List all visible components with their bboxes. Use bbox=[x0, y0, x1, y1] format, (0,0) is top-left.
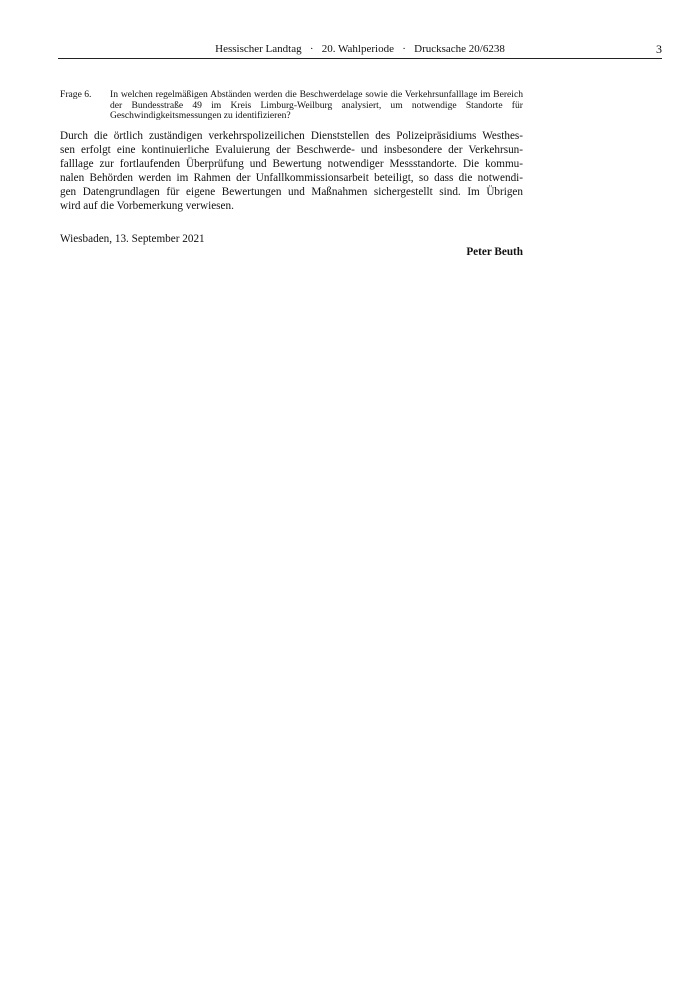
answer-line: wird auf die Vorbemerkung verwiesen. bbox=[60, 199, 234, 212]
answer-line: gen Datengrundlagen für eigene Bewertungen und Maßnahmen sichergestellt sind. Im Übrigen bbox=[60, 185, 523, 198]
answer-line: sen erfolgt eine kontinuierliche Evaluierung der Beschwerde- und insbesondere der Verkehrsun- bbox=[60, 143, 523, 156]
place-date: Wiesbaden, 13. September 2021 bbox=[60, 233, 205, 245]
answer-line: Durch die örtlich zuständigen verkehrspolizeilichen Dienststellen des Polizeipräsidiums Westhes- bbox=[60, 130, 523, 142]
answer-paragraph bbox=[60, 130, 523, 213]
page-number: 3 bbox=[656, 42, 662, 56]
answer-line: nalen Behörden werden im Rahmen der Unfallkommissionsarbeit beteiligt, so dass die notwendi- bbox=[60, 171, 523, 184]
question-label: Frage 6. bbox=[60, 89, 92, 100]
question-text: In welchen regelmäßigen Abständen werden die Beschwerdelage sowie die Verkehrsunfalllage im Bereich der Bundesstraße 49 im Kreis Limburg-Weilburg analysiert, um notwendige Standorte für Geschwindigkeitsmessungen zu identifizieren? bbox=[110, 89, 523, 122]
running-title: Hessischer Landtag · 20. Wahlperiode · Drucksache 20/6238 bbox=[215, 43, 505, 55]
header-rule bbox=[58, 58, 662, 59]
running-header bbox=[60, 42, 660, 56]
signer-name: Peter Beuth bbox=[466, 246, 523, 258]
answer-line: falllage zur fortlaufenden Überprüfung und Bewertung notwendiger Messstandorte. Die kommu- bbox=[60, 157, 523, 170]
